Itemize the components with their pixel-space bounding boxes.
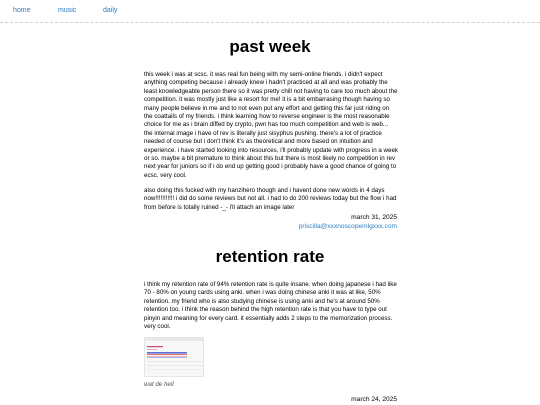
nav-home-link[interactable]: home — [13, 7, 31, 14]
post-title: retention rate — [215, 247, 325, 266]
post-paragraph: this week i was at scsc. it was real fun being with my semi-online friends. i didn't expect anything competing because i already knew i hadn't practiced at all and was probably the least knowledgeable person there so it was pretty chill not having to care too much about the competition. it was mostly just like a resort for me! it is a bit embarrasing though having so many people believe in me and to not even put any effort and getting this far just riding on the coattails of my friends. i think learning how to reverse engineer is the most reasonable choice for me as i brain diffed by crypto, pwn has too much competition and web is web... the internal image i have of rev is literally just sisyphus pushing. there's a lot of practice needed of course but i don't think it's as theoretical and more based on intuition and experience. i have started looking into resources, i'll probably update with progress in a week or so. maybe a bit premature to think about this but there is most likely no competition in rev next year for juniors so if i do end up getting good i probably have a good chance of going to ecsc. very cool. — [144, 71, 398, 179]
post-date: march 24, 2025 — [351, 396, 397, 403]
post-title: past week — [229, 37, 311, 56]
nav-music-link[interactable]: music — [58, 7, 77, 14]
author-email-link[interactable]: priscilla@xxxnoscopemlgxxx.com — [298, 223, 397, 230]
post-date: march 31, 2025 — [351, 214, 397, 221]
screenshot-thumbnail — [145, 338, 203, 376]
top-nav — [0, 0, 540, 23]
attached-screenshot-image[interactable] — [144, 337, 204, 377]
nav-daily-link[interactable]: daily — [103, 7, 118, 14]
post-paragraph: i think my retention rate of 94% retention rate is quite insane. when doing japanese i had like 70 - 80% on young cards using anki. when i was doing chinese anki it was at like, 50% retention. my friend who is also studying chinese is using anki and he's at around 50% retention too. i think the reason behind the high retention rate is that you have to type out pinyin and meaning for every card. it essentially adds 2 steps to the memorization process. very cool. — [144, 281, 397, 331]
image-caption: wat de hell — [144, 381, 174, 388]
post-paragraph: also doing this fucked with my hanzihero though and i havent done new words in 4 days now!!!!!!!!!!! i did do some reviews but not all. i had to do 200 reviews today but the flow i had from before is totally ruined -_- i'll attach an image later — [144, 187, 397, 211]
